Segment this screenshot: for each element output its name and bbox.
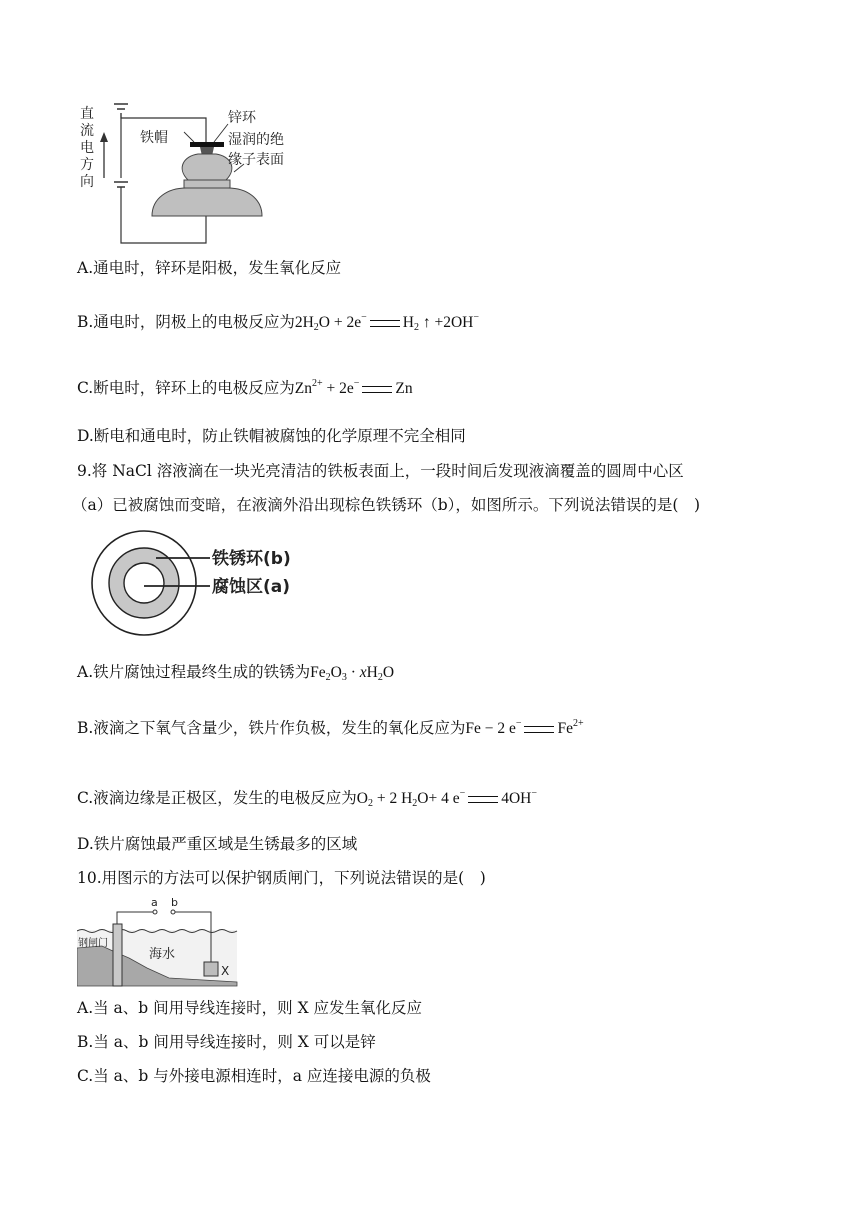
- label-corrosion-zone: 腐蚀区(a): [212, 577, 291, 597]
- q9-c-equation: $O_2 + 2$ $H_2O+ 4$ e− 4OH−: [356, 788, 538, 809]
- corrosion-ring-figure: [88, 528, 318, 638]
- vertical-label-char: 电: [80, 140, 94, 156]
- q8-c-equation: $Zn^{2+} + 2e^-$ Zn: [294, 378, 413, 397]
- q9-option-a: A.铁片腐蚀过程最终生成的铁锈为$Fe_2O_3 \cdot xH_2O$: [77, 663, 395, 683]
- q9-stem-line-1: 9.将 NaCl 溶液滴在一块光亮清洁的铁板表面上，一段时间后发现液滴覆盖的圆周中心区: [77, 462, 684, 480]
- label-iron-cap: 铁帽: [140, 130, 168, 146]
- q9-option-c: C.液滴边缘是正极区，发生的电极反应为$O_2 + 2$ $H_2O+ 4$ e− 4OH−: [77, 788, 538, 809]
- q8-option-c: [77, 374, 413, 399]
- steel-gate-label: 钢闸门: [78, 938, 108, 949]
- label-surface-2: 缘子表面: [228, 152, 284, 168]
- q8-option-a: A.通电时，锌环是阳极，发生氧化反应: [77, 259, 342, 277]
- q9-b-equation: Fe − 2 e− $Fe^{2+}$: [465, 718, 584, 737]
- vertical-label-char: 方: [80, 157, 94, 173]
- q10-option-a: A.当 a、b 间用导线连接时，则 X 应发生氧化反应: [77, 999, 423, 1017]
- vertical-label-char: 直: [80, 106, 94, 122]
- q9-option-b: B.液滴之下氧气含量少，铁片作负极，发生的氧化反应为Fe − 2 e− $Fe^{2+}$: [77, 718, 584, 737]
- label-zinc-ring: 锌环: [228, 110, 256, 126]
- q8-c-prefix: C.断电时，锌环上的电极反应为: [77, 379, 295, 397]
- q10-stem: 10.用图示的方法可以保护钢质闸门，下列说法错误的是( ): [77, 869, 486, 887]
- q8-b-equation: $2H_2O + 2e^-$ $H_2$ ↑ +2OH−: [294, 312, 479, 333]
- q10-option-c: C.当 a、b 与外接电源相连时，a 应连接电源的负极: [77, 1067, 431, 1085]
- q9-stem-line-2: （a）已被腐蚀而变暗，在液滴外沿出现棕色铁锈环（b），如图所示。下列说法错误的是( ): [72, 496, 701, 514]
- steel-gate-figure: [77, 896, 239, 988]
- label-rust-ring: 铁锈环(b): [212, 549, 291, 569]
- terminal-b-label: b: [171, 896, 178, 909]
- q9-option-d: D.铁片腐蚀最严重区域是生锈最多的区域: [77, 835, 358, 853]
- electrode-x-label: X: [221, 964, 230, 978]
- seawater-label: 海水: [149, 947, 176, 962]
- insulator-figure: [76, 98, 326, 248]
- vertical-label-char: 流: [80, 123, 94, 139]
- q9-a-formula: $Fe_2O_3 \cdot xH_2O$: [310, 664, 395, 683]
- q8-b-prefix: B.通电时，阴极上的电极反应为: [77, 313, 295, 331]
- terminal-a-label: a: [151, 896, 158, 909]
- q10-option-b: B.当 a、b 间用导线连接时，则 X 可以是锌: [77, 1033, 376, 1051]
- q8-option-b: [77, 308, 479, 338]
- q8-option-d: D.断电和通电时，防止铁帽被腐蚀的化学原理不完全相同: [77, 427, 466, 445]
- label-surface-1: 湿润的绝: [228, 132, 284, 148]
- vertical-label-char: 向: [80, 174, 94, 190]
